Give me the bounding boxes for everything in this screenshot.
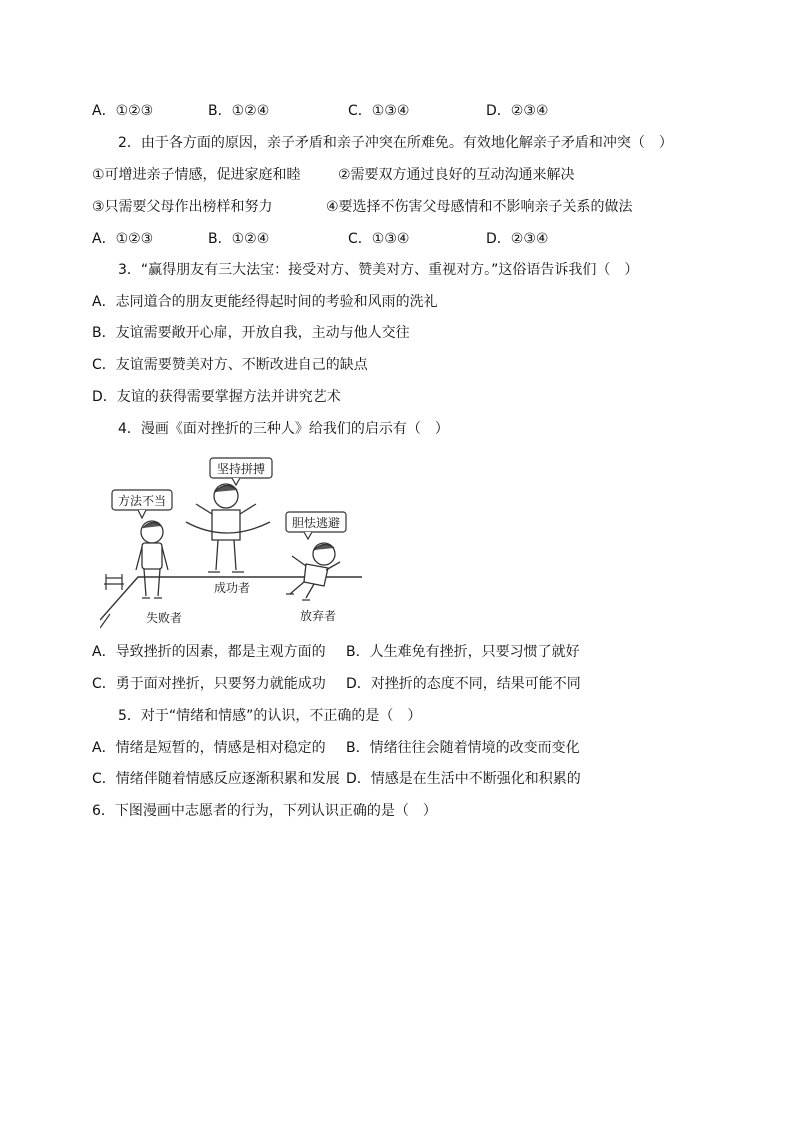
- hurdle-icon: [104, 574, 124, 590]
- q3-option-c: C．友谊需要赞美对方、不断改进自己的缺点: [92, 357, 368, 373]
- q6-stem: 6．下图漫画中志愿者的行为，下列认识正确的是（ ）: [92, 803, 437, 819]
- q4-option-c: C．勇于面对挫折，只要努力就能成功: [92, 676, 326, 692]
- q1-option-c: C．①③④: [348, 103, 410, 119]
- q5-option-b: B．情绪往往会随着情境的改变而变化: [346, 740, 580, 756]
- quitter-figure: [286, 543, 340, 600]
- q4-stem: 4．漫画《面对挫折的三种人》给我们的启示有（ ）: [118, 421, 449, 437]
- q2-item-2: ②需要双方通过良好的互动沟通来解决: [338, 167, 575, 183]
- failure-figure: [136, 521, 168, 598]
- q4-option-a: A．导致挫折的因素，都是主观方面的: [92, 644, 326, 660]
- q4-option-b: B．人生难免有挫折，只要习惯了就好: [346, 644, 580, 660]
- q5-option-c: C．情绪伴随着情感反应逐渐积累和发展: [92, 771, 340, 787]
- q2-option-c: C．①③④: [348, 231, 410, 247]
- bubble-right: [286, 512, 346, 539]
- q3-stem: 3．“赢得朋友有三大法宝：接受对方、赞美对方、重视对方。”这俗语告诉我们（ ）: [118, 262, 639, 278]
- caption-failure: 失败者: [145, 611, 183, 625]
- q1-option-a: A．①②③: [92, 103, 154, 119]
- q4-cartoon: [100, 452, 362, 630]
- q2-item-3: ③只需要父母作出榜样和努力: [92, 199, 273, 215]
- bubble-center: [210, 458, 272, 485]
- q1-option-d: D．②③④: [486, 103, 549, 119]
- q5-option-a: A．情绪是短暂的，情感是相对稳定的: [92, 740, 326, 756]
- caption-quitter: 放弃者: [299, 609, 337, 623]
- q2-item-1: ①可增进亲子情感，促进家庭和睦: [92, 167, 301, 183]
- q2-option-d: D．②③④: [486, 231, 549, 247]
- q1-option-b: B．①②④: [208, 103, 270, 119]
- svg-text:胆怯逃避: 胆怯逃避: [291, 516, 341, 530]
- q2-stem: 2．由于各方面的原因，亲子矛盾和亲子冲突在所难免。有效地化解亲子矛盾和冲突（ ）: [118, 135, 673, 151]
- cartoon-illustration: [100, 452, 362, 630]
- q5-option-d: D．情感是在生活中不断强化和积累的: [346, 771, 581, 787]
- q3-option-b: B．友谊需要敞开心扉，开放自我，主动与他人交往: [92, 325, 410, 341]
- svg-text:方法不当: 方法不当: [117, 494, 167, 508]
- q2-option-a: A．①②③: [92, 231, 154, 247]
- success-figure: [186, 484, 270, 572]
- q4-option-d: D．对挫折的态度不同，结果可能不同: [346, 676, 581, 692]
- q5-stem: 5．对于“情绪和情感”的认识，不正确的是（ ）: [118, 708, 422, 724]
- caption-success: 成功者: [213, 581, 251, 595]
- svg-text:坚持拼搏: 坚持拼搏: [216, 462, 266, 476]
- q3-option-a: A．志同道合的朋友更能经得起时间的考验和风雨的洗礼: [92, 294, 438, 310]
- q2-item-4: ④要选择不伤害父母感情和不影响亲子关系的做法: [326, 199, 633, 215]
- bubble-left: [112, 490, 172, 518]
- q2-option-b: B．①②④: [208, 231, 270, 247]
- q3-option-d: D．友谊的获得需要掌握方法并讲究艺术: [92, 389, 341, 405]
